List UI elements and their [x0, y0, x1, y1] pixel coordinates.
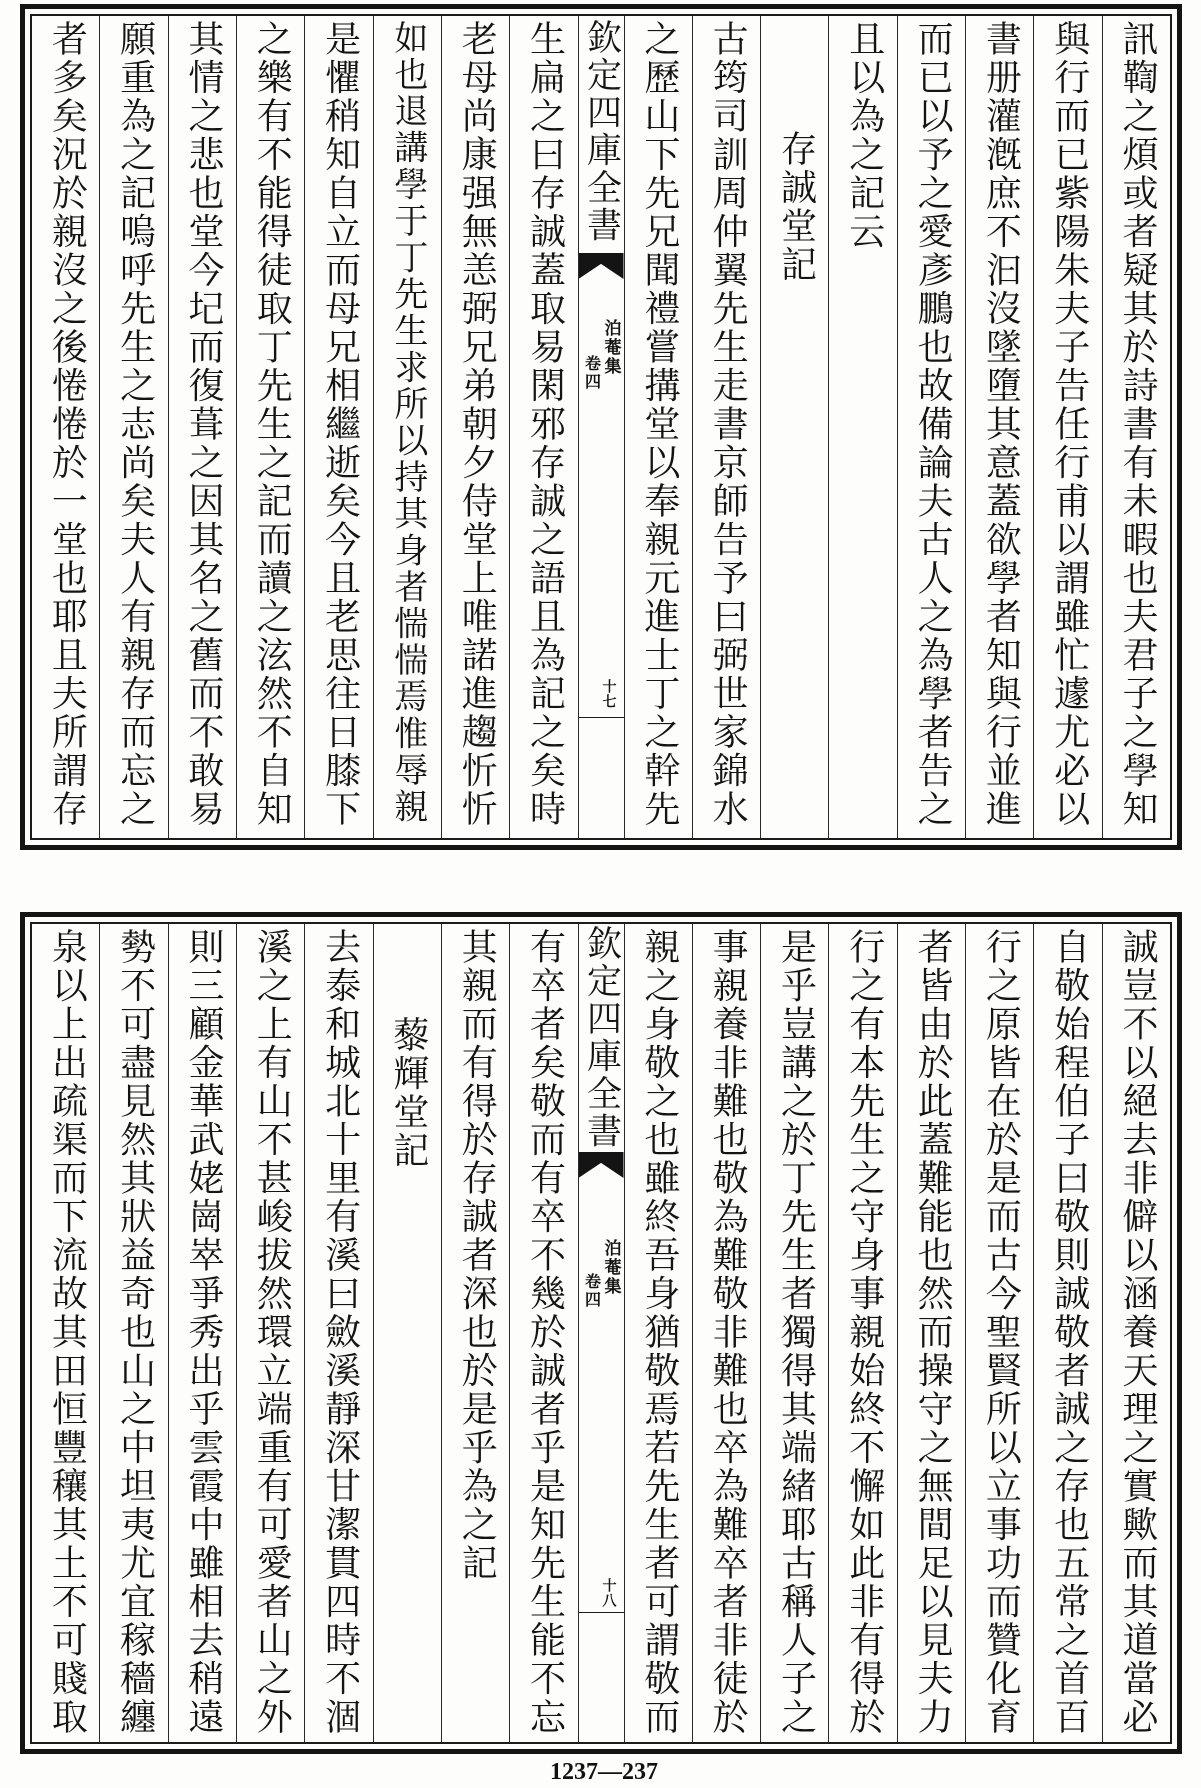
center-column: [578, 16, 624, 838]
folio-number: 十七: [600, 679, 617, 709]
page-panel-upper: [20, 4, 1182, 850]
text-column: 行之有本先生之守身事親始終不懈如此非有得於: [828, 924, 896, 1742]
page-frame: [30, 922, 1172, 1744]
center-rule: [579, 1612, 624, 1613]
text-column: 溪之上有山不甚峻拔然環立端重有可愛者山之外: [236, 924, 304, 1742]
text-column: 有卒者矣敬而有卒不幾於誠者乎是知先生能不忘: [509, 924, 577, 1742]
text-column: 則三顧金華武姥崗崒爭秀出乎雲霞中雖相去稍遠: [168, 924, 236, 1742]
text-column: 願重為之記嗚呼先生之志尚矣夫人有親存而忘之: [99, 16, 167, 838]
text-column: 勢不可盡見然其狀益奇也山之中坦夷尤宜稼穡纏: [99, 924, 167, 1742]
text-column: 行之原皆在於是而古今聖賢所以立事功而贊化育: [965, 924, 1033, 1742]
text-column: 事親養非難也敬為難敬非難也卒為難卒者非徒於: [692, 924, 760, 1742]
title-column: 存誠堂記: [760, 16, 828, 838]
text-column: 古筠司訓周仲翼先生走書京師告予曰弼世家錦水: [692, 16, 760, 838]
text-column: 之樂有不能得徒取丁先生之記而讀之泫然不自知: [236, 16, 304, 838]
fishtail-mark: [579, 253, 624, 279]
text-column: 而已以予之愛彥鵬也故備論夫古人之為學者告之: [897, 16, 965, 838]
text-column: 生扁之曰存誠蓋取易閑邪存誠之語且為記之矣時: [509, 16, 577, 838]
text-column: 書册灌漑庶不汩沒墜墮其意蓋欲學者知與行並進: [965, 16, 1033, 838]
text-column: 其情之悲也堂今圮而復葺之因其名之舊而不敢易: [168, 16, 236, 838]
text-column: 之歷山下先兄聞禮嘗搆堂以奉親元進士丁之幹先: [624, 16, 692, 838]
footer-page-code: 1237—237: [550, 1759, 658, 1785]
text-column: 是懼稍知自立而母兄相繼逝矣今且老思往日膝下: [304, 16, 372, 838]
text-column: 者多矣況於親沒之後惓惓於一堂也耶且夫所謂存: [46, 20, 88, 829]
text-column: 訊鞫之煩或者疑其於詩書有未暇也夫君子之學知: [1102, 16, 1170, 838]
volume-label: 卷四: [582, 355, 602, 391]
series-title: 欽定四庫全書: [581, 19, 622, 244]
text-column: 且以為之記云: [828, 16, 896, 838]
series-title: 欽定四庫全書: [581, 925, 622, 1150]
folio-number: 十八: [600, 1578, 617, 1608]
center-column: [578, 924, 624, 1742]
text-column: 老母尚康强無恙弼兄弟朝夕侍堂上唯諾進趨忻忻: [441, 16, 509, 838]
text-column: 親之身敬之也雖終吾身猶敬焉若先生者可謂敬而: [624, 924, 692, 1742]
text-column: 自敬始程伯子曰敬則誠敬者誠之存也五常之首百: [1033, 924, 1101, 1742]
book-title: 泊菴集: [600, 1239, 621, 1296]
text-column: 泉以上出疏渠而下流故其田恒豐穰其土不可賤取: [46, 928, 88, 1737]
text-column: 誠豈不以絕去非僻以涵養天理之實歟而其道當必: [1102, 924, 1170, 1742]
text-column: 如也退講學于丁先生求所以持其身者惴惴焉惟辱親: [373, 16, 441, 838]
page-panel-lower: [20, 912, 1182, 1754]
volume-label: 卷四: [582, 1273, 602, 1309]
text-column: 與行而已紫陽朱夫子告任行甫以謂雖忙遽尤必以: [1033, 16, 1101, 838]
fishtail-mark: [579, 1152, 624, 1178]
page-frame: [30, 14, 1172, 840]
center-rule: [579, 717, 624, 718]
title-column: 藜輝堂記: [373, 924, 441, 1742]
text-column: 是乎豈講之於丁先生者獨得其端緒耶古稱人子之: [760, 924, 828, 1742]
book-title: 泊菴集: [600, 319, 621, 376]
text-column: 者皆由於此蓋難能也然而操守之無間足以見夫力: [897, 924, 965, 1742]
text-column: 去泰和城北十里有溪曰斂溪靜深甘潔貫四時不涸: [304, 924, 372, 1742]
text-column: 其親而有得於存誠者深也於是乎為之記: [441, 924, 509, 1742]
